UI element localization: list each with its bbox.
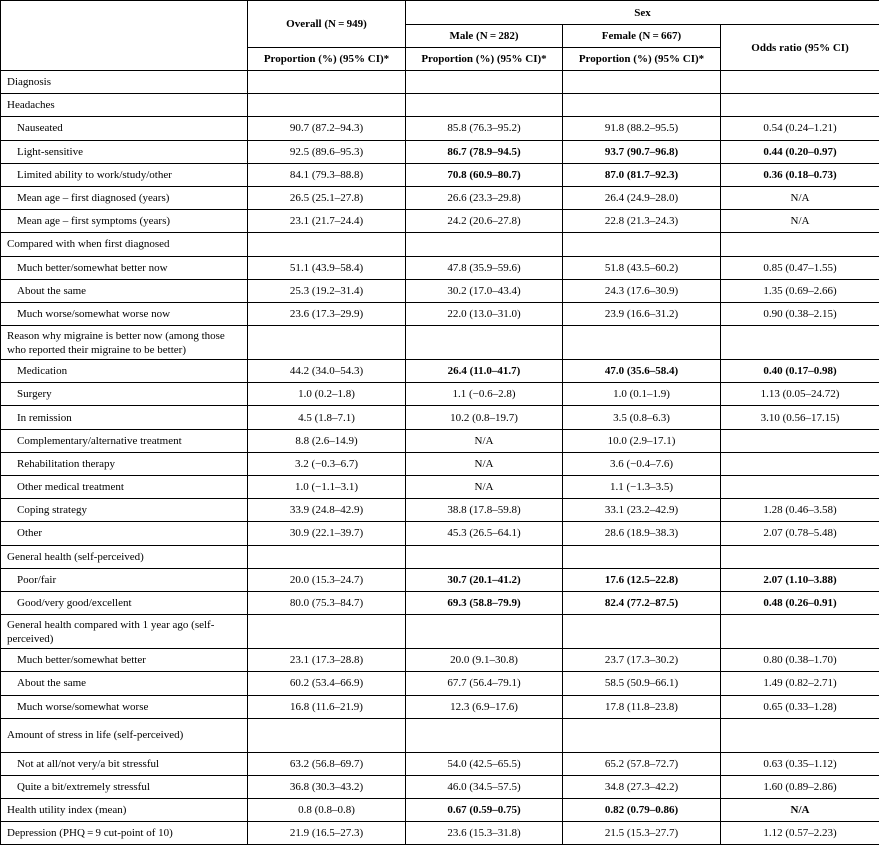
cell-male: N/A — [406, 452, 563, 475]
cell-female: 33.1 (23.2–42.9) — [563, 499, 721, 522]
row-label: Other — [1, 522, 248, 545]
cell-female: 23.9 (16.6–31.2) — [563, 302, 721, 325]
table-row — [1, 256, 879, 279]
cell-odds-ratio: 1.60 (0.89–2.86) — [721, 775, 879, 798]
cell-overall: 60.2 (53.4–66.9) — [248, 672, 406, 695]
table-row — [1, 615, 879, 649]
table-row — [1, 568, 879, 591]
row-label: Medication — [1, 360, 248, 383]
cell-odds-ratio: 0.80 (0.38–1.70) — [721, 649, 879, 672]
cell-male: 10.2 (0.8–19.7) — [406, 406, 563, 429]
table-row — [1, 233, 879, 256]
cell-odds-ratio: N/A — [721, 186, 879, 209]
table-row — [1, 752, 879, 775]
cell-overall: 92.5 (89.6–95.3) — [248, 140, 406, 163]
cell-overall: 25.3 (19.2–31.4) — [248, 279, 406, 302]
table-row — [1, 649, 879, 672]
cell-male: 22.0 (13.0–31.0) — [406, 302, 563, 325]
cell-odds-ratio: 0.40 (0.17–0.98) — [721, 360, 879, 383]
cell-odds-ratio: 0.54 (0.24–1.21) — [721, 117, 879, 140]
cell-odds-ratio — [721, 71, 879, 94]
cell-male — [406, 71, 563, 94]
row-label: Headaches — [1, 94, 248, 117]
row-label: Quite a bit/extremely stressful — [1, 775, 248, 798]
cell-male — [406, 326, 563, 360]
row-label: Depression (PHQ = 9 cut-point of 10) — [1, 822, 248, 845]
table-row — [1, 186, 879, 209]
row-label: Mean age – first diagnosed (years) — [1, 186, 248, 209]
table-row — [1, 522, 879, 545]
table-row — [1, 279, 879, 302]
table-row — [1, 452, 879, 475]
table-row — [1, 429, 879, 452]
header-overall-proportion: Proportion (%) (95% CI)* — [248, 48, 406, 71]
cell-male: 86.7 (78.9–94.5) — [406, 140, 563, 163]
cell-female: 51.8 (43.5–60.2) — [563, 256, 721, 279]
cell-overall: 23.6 (17.3–29.9) — [248, 302, 406, 325]
cell-male: N/A — [406, 429, 563, 452]
cell-male: 30.2 (17.0–43.4) — [406, 279, 563, 302]
row-label: Complementary/alternative treatment — [1, 429, 248, 452]
cell-male: 38.8 (17.8–59.8) — [406, 499, 563, 522]
cell-odds-ratio: 2.07 (0.78–5.48) — [721, 522, 879, 545]
cell-overall: 80.0 (75.3–84.7) — [248, 591, 406, 614]
cell-overall: 51.1 (43.9–58.4) — [248, 256, 406, 279]
table-row — [1, 140, 879, 163]
cell-odds-ratio: 1.12 (0.57–2.23) — [721, 822, 879, 845]
table-body — [1, 71, 879, 845]
cell-overall — [248, 718, 406, 752]
cell-male: 0.67 (0.59–0.75) — [406, 799, 563, 822]
cell-overall: 33.9 (24.8–42.9) — [248, 499, 406, 522]
cell-overall — [248, 233, 406, 256]
cell-odds-ratio: 0.48 (0.26–0.91) — [721, 591, 879, 614]
cell-overall: 1.0 (−1.1–3.1) — [248, 476, 406, 499]
header-sex: Sex — [406, 1, 879, 25]
table-row — [1, 406, 879, 429]
cell-female — [563, 71, 721, 94]
cell-overall — [248, 326, 406, 360]
cell-overall: 16.8 (11.6–21.9) — [248, 695, 406, 718]
cell-female: 28.6 (18.9–38.3) — [563, 522, 721, 545]
cell-odds-ratio — [721, 233, 879, 256]
cell-male: 24.2 (20.6–27.8) — [406, 210, 563, 233]
header-female: Female (N = 667) — [563, 25, 721, 48]
cell-male: 30.7 (20.1–41.2) — [406, 568, 563, 591]
cell-overall: 8.8 (2.6–14.9) — [248, 429, 406, 452]
cell-male — [406, 94, 563, 117]
table-row — [1, 117, 879, 140]
cell-overall: 44.2 (34.0–54.3) — [248, 360, 406, 383]
cell-male: 54.0 (42.5–65.5) — [406, 752, 563, 775]
cell-female: 0.82 (0.79–0.86) — [563, 799, 721, 822]
row-label: Much better/somewhat better — [1, 649, 248, 672]
row-label: Diagnosis — [1, 71, 248, 94]
cell-odds-ratio — [721, 476, 879, 499]
table-row — [1, 591, 879, 614]
cell-odds-ratio: N/A — [721, 210, 879, 233]
cell-female: 23.7 (17.3–30.2) — [563, 649, 721, 672]
cell-male: 47.8 (35.9–59.6) — [406, 256, 563, 279]
row-label: Reason why migraine is better now (among those who reported their migraine to be better) — [1, 326, 248, 360]
row-label: Much better/somewhat better now — [1, 256, 248, 279]
cell-odds-ratio — [721, 718, 879, 752]
table-row — [1, 545, 879, 568]
cell-female: 17.6 (12.5–22.8) — [563, 568, 721, 591]
cell-overall: 84.1 (79.3–88.8) — [248, 163, 406, 186]
cell-odds-ratio: 1.28 (0.46–3.58) — [721, 499, 879, 522]
corner-cell — [1, 1, 248, 71]
table-row — [1, 210, 879, 233]
cell-overall: 23.1 (21.7–24.4) — [248, 210, 406, 233]
header-male: Male (N = 282) — [406, 25, 563, 48]
row-label: Much worse/somewhat worse — [1, 695, 248, 718]
cell-odds-ratio — [721, 94, 879, 117]
cell-male: 26.6 (23.3–29.8) — [406, 186, 563, 209]
cell-odds-ratio: 1.49 (0.82–2.71) — [721, 672, 879, 695]
cell-odds-ratio: 3.10 (0.56–17.15) — [721, 406, 879, 429]
table-row — [1, 360, 879, 383]
cell-female — [563, 615, 721, 649]
row-label: Rehabilitation therapy — [1, 452, 248, 475]
cell-male: 85.8 (76.3–95.2) — [406, 117, 563, 140]
cell-male: 69.3 (58.8–79.9) — [406, 591, 563, 614]
cell-female: 21.5 (15.3–27.7) — [563, 822, 721, 845]
cell-male: 23.6 (15.3–31.8) — [406, 822, 563, 845]
cell-odds-ratio: 0.63 (0.35–1.12) — [721, 752, 879, 775]
cell-overall: 23.1 (17.3–28.8) — [248, 649, 406, 672]
cell-odds-ratio: 0.44 (0.20–0.97) — [721, 140, 879, 163]
cell-female: 1.1 (−1.3–3.5) — [563, 476, 721, 499]
table-row — [1, 94, 879, 117]
table-row — [1, 326, 879, 360]
cell-male: 20.0 (9.1–30.8) — [406, 649, 563, 672]
cell-male — [406, 545, 563, 568]
cell-odds-ratio — [721, 326, 879, 360]
cell-odds-ratio: 1.13 (0.05–24.72) — [721, 383, 879, 406]
header-odds-ratio: Odds ratio (95% CI) — [721, 25, 879, 71]
row-label: Amount of stress in life (self-perceived) — [1, 718, 248, 752]
cell-female: 10.0 (2.9–17.1) — [563, 429, 721, 452]
cell-overall: 21.9 (16.5–27.3) — [248, 822, 406, 845]
cell-male: 26.4 (11.0–41.7) — [406, 360, 563, 383]
header-male-proportion: Proportion (%) (95% CI)* — [406, 48, 563, 71]
header-overall: Overall (N = 949) — [248, 1, 406, 48]
table-row — [1, 302, 879, 325]
cell-overall: 90.7 (87.2–94.3) — [248, 117, 406, 140]
cell-odds-ratio: 0.90 (0.38–2.15) — [721, 302, 879, 325]
cell-female — [563, 233, 721, 256]
row-label: Good/very good/excellent — [1, 591, 248, 614]
table-row — [1, 476, 879, 499]
row-label: Nauseated — [1, 117, 248, 140]
row-label: About the same — [1, 672, 248, 695]
row-label: About the same — [1, 279, 248, 302]
row-label: Coping strategy — [1, 499, 248, 522]
cell-overall: 1.0 (0.2–1.8) — [248, 383, 406, 406]
row-label: General health (self-perceived) — [1, 545, 248, 568]
row-label: Poor/fair — [1, 568, 248, 591]
cell-female: 17.8 (11.8–23.8) — [563, 695, 721, 718]
cell-male: 67.7 (56.4–79.1) — [406, 672, 563, 695]
cell-female: 65.2 (57.8–72.7) — [563, 752, 721, 775]
table-row — [1, 695, 879, 718]
cell-male — [406, 718, 563, 752]
cell-overall — [248, 545, 406, 568]
cell-odds-ratio — [721, 615, 879, 649]
cell-overall: 26.5 (25.1–27.8) — [248, 186, 406, 209]
cell-odds-ratio: 0.36 (0.18–0.73) — [721, 163, 879, 186]
table-row — [1, 775, 879, 798]
cell-female: 22.8 (21.3–24.3) — [563, 210, 721, 233]
row-label: Not at all/not very/a bit stressful — [1, 752, 248, 775]
cell-female: 34.8 (27.3–42.2) — [563, 775, 721, 798]
cell-female — [563, 94, 721, 117]
cell-female — [563, 718, 721, 752]
cell-female: 82.4 (77.2–87.5) — [563, 591, 721, 614]
cell-odds-ratio: N/A — [721, 799, 879, 822]
cell-odds-ratio — [721, 429, 879, 452]
row-label: Light-sensitive — [1, 140, 248, 163]
cell-female: 87.0 (81.7–92.3) — [563, 163, 721, 186]
cell-male: 1.1 (−0.6–2.8) — [406, 383, 563, 406]
cell-overall: 4.5 (1.8–7.1) — [248, 406, 406, 429]
cell-male — [406, 615, 563, 649]
cell-odds-ratio: 2.07 (1.10–3.88) — [721, 568, 879, 591]
cell-female: 3.6 (−0.4–7.6) — [563, 452, 721, 475]
table-row — [1, 799, 879, 822]
cell-male: 70.8 (60.9–80.7) — [406, 163, 563, 186]
row-label: Much worse/somewhat worse now — [1, 302, 248, 325]
row-label: Health utility index (mean) — [1, 799, 248, 822]
cell-overall — [248, 615, 406, 649]
row-label: In remission — [1, 406, 248, 429]
cell-male: N/A — [406, 476, 563, 499]
cell-male: 45.3 (26.5–64.1) — [406, 522, 563, 545]
cell-odds-ratio: 1.35 (0.69–2.66) — [721, 279, 879, 302]
cell-female: 58.5 (50.9–66.1) — [563, 672, 721, 695]
header-female-proportion: Proportion (%) (95% CI)* — [563, 48, 721, 71]
row-label: Mean age – first symptoms (years) — [1, 210, 248, 233]
cell-odds-ratio: 0.65 (0.33–1.28) — [721, 695, 879, 718]
cell-female — [563, 326, 721, 360]
cell-female: 91.8 (88.2–95.5) — [563, 117, 721, 140]
table-row — [1, 672, 879, 695]
row-label: Surgery — [1, 383, 248, 406]
cell-male: 46.0 (34.5–57.5) — [406, 775, 563, 798]
cell-overall: 20.0 (15.3–24.7) — [248, 568, 406, 591]
cell-female: 93.7 (90.7–96.8) — [563, 140, 721, 163]
cell-female: 26.4 (24.9–28.0) — [563, 186, 721, 209]
cell-odds-ratio: 0.85 (0.47–1.55) — [721, 256, 879, 279]
row-label: Compared with when first diagnosed — [1, 233, 248, 256]
table-row — [1, 71, 879, 94]
table-row — [1, 163, 879, 186]
table-row — [1, 499, 879, 522]
cell-odds-ratio — [721, 452, 879, 475]
table-row — [1, 718, 879, 752]
row-label: General health compared with 1 year ago (self-perceived) — [1, 615, 248, 649]
table-row — [1, 383, 879, 406]
cell-overall: 63.2 (56.8–69.7) — [248, 752, 406, 775]
table-row — [1, 822, 879, 845]
cell-odds-ratio — [721, 545, 879, 568]
cell-female: 1.0 (0.1–1.9) — [563, 383, 721, 406]
row-label: Limited ability to work/study/other — [1, 163, 248, 186]
cell-female: 47.0 (35.6–58.4) — [563, 360, 721, 383]
cell-overall: 3.2 (−0.3–6.7) — [248, 452, 406, 475]
cell-female: 24.3 (17.6–30.9) — [563, 279, 721, 302]
cell-male: 12.3 (6.9–17.6) — [406, 695, 563, 718]
cell-female — [563, 545, 721, 568]
cell-female: 3.5 (0.8–6.3) — [563, 406, 721, 429]
cell-overall — [248, 94, 406, 117]
cell-overall: 0.8 (0.8–0.8) — [248, 799, 406, 822]
cell-overall: 30.9 (22.1–39.7) — [248, 522, 406, 545]
cell-overall — [248, 71, 406, 94]
cell-male — [406, 233, 563, 256]
row-label: Other medical treatment — [1, 476, 248, 499]
cell-overall: 36.8 (30.3–43.2) — [248, 775, 406, 798]
